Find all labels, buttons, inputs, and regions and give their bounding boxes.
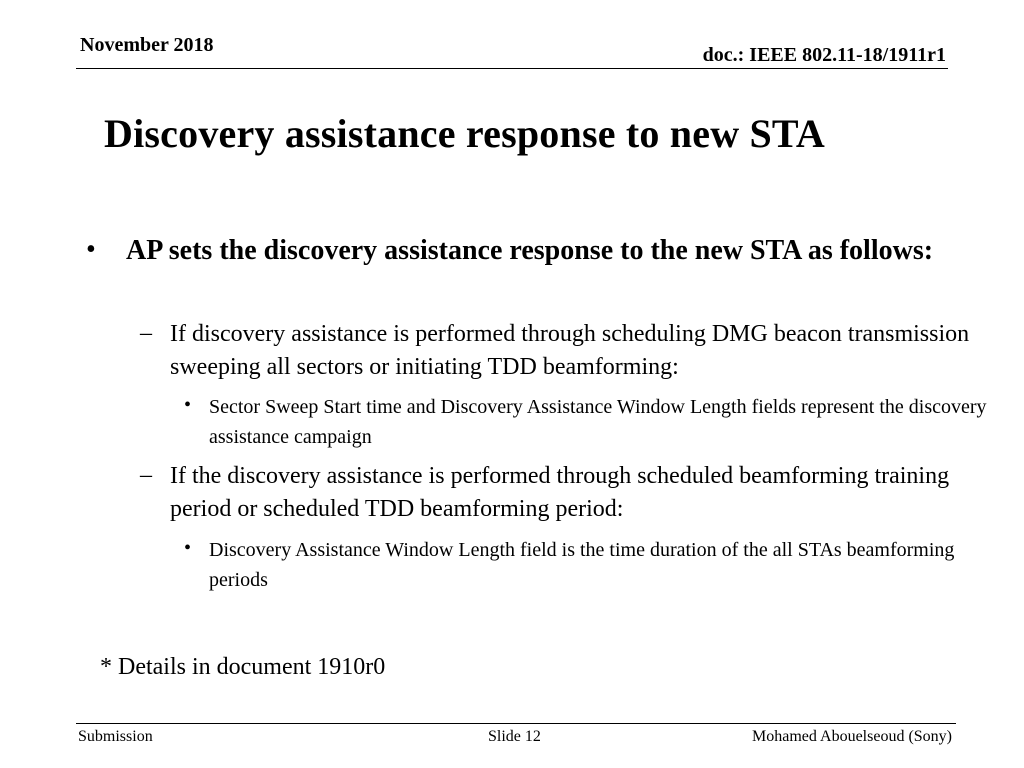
details-note: * Details in document 1910r0 [100, 654, 386, 680]
bullet-marker: • [184, 394, 192, 416]
slide-title: Discovery assistance response to new STA [104, 111, 825, 156]
bullet-marker: • [86, 234, 96, 265]
header-divider [76, 68, 948, 69]
footer-slide-number: Slide 12 [488, 728, 541, 745]
bullet-marker: • [184, 537, 192, 559]
bullet-level2-text: If the discovery assistance is performed through scheduled beamforming training period or scheduled TDD beamforming period: [170, 463, 950, 522]
bullet-level1-text: AP sets the discovery assistance response to the new STA as follows: [126, 235, 934, 266]
footer-submission: Submission [78, 728, 153, 745]
bullet-level3-text: Discovery Assistance Window Length field is the time duration of the all STAs beamforming periods [209, 539, 955, 591]
bullet-level2-text: If discovery assistance is performed through scheduling DMG beacon transmission sweeping all sectors or initiating TDD beamforming: [170, 321, 970, 380]
bullet-level3-text: Sector Sweep Start time and Discovery Assistance Window Length fields represent the discovery assistance campaign [209, 396, 987, 448]
dash-marker: – [140, 320, 152, 346]
header-date: November 2018 [80, 34, 214, 56]
footer-divider [76, 723, 956, 724]
header-doc-id: doc.: IEEE 802.11-18/1911r1 [702, 44, 946, 66]
dash-marker: – [140, 462, 152, 488]
footer-author: Mohamed Abouelseoud (Sony) [752, 728, 952, 745]
